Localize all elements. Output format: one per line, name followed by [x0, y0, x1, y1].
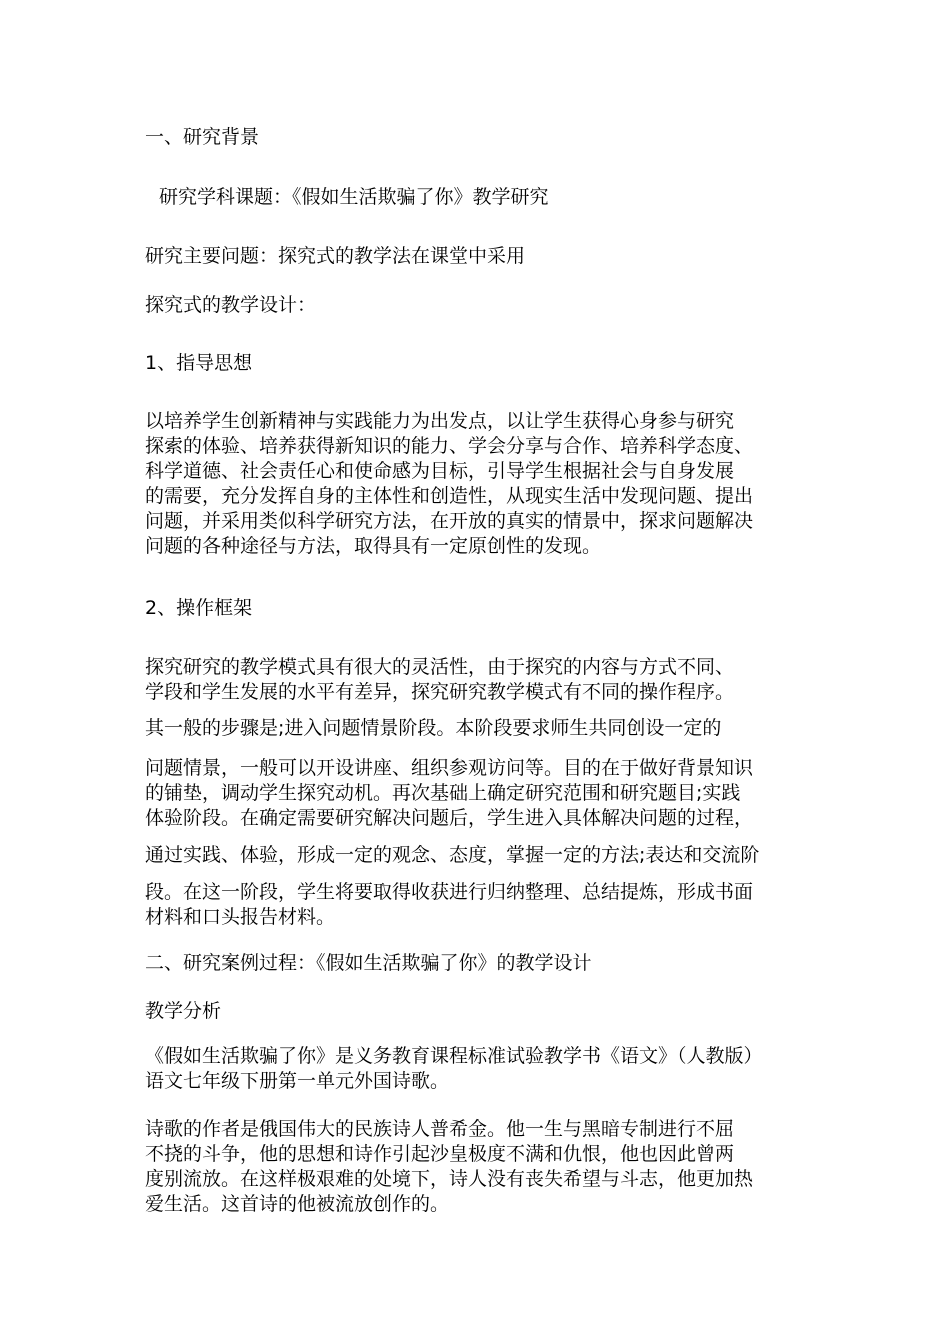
text-line: 学段和学生发展的水平有差异，探究研究教学模式有不同的操作程序。	[145, 681, 735, 703]
section-operation-framework-title: 2、操作框架	[145, 597, 253, 619]
section-guiding-ideology-title: 1、指导思想	[145, 352, 253, 374]
main-question: 研究主要问题：探究式的教学法在课堂中采用	[145, 245, 526, 267]
text-line: 科学道德、社会责任心和使命感为目标，引导学生根据社会与自身发展	[145, 460, 735, 482]
text-line: 度别流放。在这样极艰难的处境下，诗人没有丧失希望与斗志，他更加热	[145, 1168, 754, 1190]
text-line: 探究研究的教学模式具有很大的灵活性，由于探究的内容与方式不同、	[145, 656, 735, 678]
text-line: 体验阶段。在确定需要研究解决问题后，学生进入具体解决问题的过程，	[145, 807, 754, 829]
text-line: 问题的各种途径与方法，取得具有一定原创性的发现。	[145, 535, 602, 557]
section-operation-framework-text-a	[145, 655, 810, 705]
text-line: 不挠的斗争，他的思想和诗作引起沙皇极度不满和仇恨，他也因此曾两	[145, 1143, 735, 1165]
text-line: 问题，并采用类似科学研究方法，在开放的真实的情景中，探求问题解决	[145, 510, 754, 532]
text-line: 的铺垫，调动学生探究动机。再次基础上确定研究范围和研究题目;实践	[145, 782, 741, 804]
text-line: 语文七年级下册第一单元外国诗歌。	[145, 1070, 450, 1092]
teaching-analysis-title: 教学分析	[145, 1000, 222, 1022]
text-line: 问题情景，一般可以开设讲座、组织参观访问等。目的在于做好背景知识	[145, 757, 754, 779]
research-topic: 研究学科课题：《假如生活欺骗了你》教学研究	[159, 186, 549, 208]
text-line: 材料和口头报告材料。	[145, 906, 336, 928]
text-line: 的需要，充分发挥自身的主体性和创造性，从现实生活中发现问题、提出	[145, 485, 754, 507]
text-line: 以培养学生创新精神与实践能力为出发点，以让学生获得心身参与研究	[145, 410, 735, 432]
section-operation-framework-text-e	[145, 880, 810, 930]
section-operation-framework-text-c	[145, 756, 810, 831]
heading-research-background: 一、研究背景	[145, 126, 260, 148]
text-line: 段。在这一阶段，学生将要取得收获进行归纳整理、总结提炼，形成书面	[145, 881, 754, 903]
section-guiding-ideology-text	[145, 409, 810, 559]
text-line: 探索的体验、培养获得新知识的能力、学会分享与合作、培养科学态度、	[145, 435, 754, 457]
teaching-analysis-text	[145, 1044, 810, 1094]
text-line: 诗歌的作者是俄国伟大的民族诗人普希金。他一生与黑暗专制进行不屈	[145, 1118, 735, 1140]
text-line: 爱生活。这首诗的他被流放创作的。	[145, 1193, 450, 1215]
design-title: 探究式的教学设计：	[145, 294, 317, 316]
section-operation-framework-text-b: 其一般的步骤是;进入问题情景阶段。本阶段要求师生共同创设一定的	[145, 717, 722, 739]
poet-background-text	[145, 1117, 810, 1217]
section-operation-framework-text-d: 通过实践、体验，形成一定的观念、态度，掌握一定的方法;表达和交流阶	[145, 844, 760, 866]
text-line: 《假如生活欺骗了你》是义务教育课程标准试验教学书《语文》（人教版）	[145, 1045, 763, 1067]
heading-case-process: 二、研究案例过程：《假如生活欺骗了你》的教学设计	[145, 952, 592, 974]
